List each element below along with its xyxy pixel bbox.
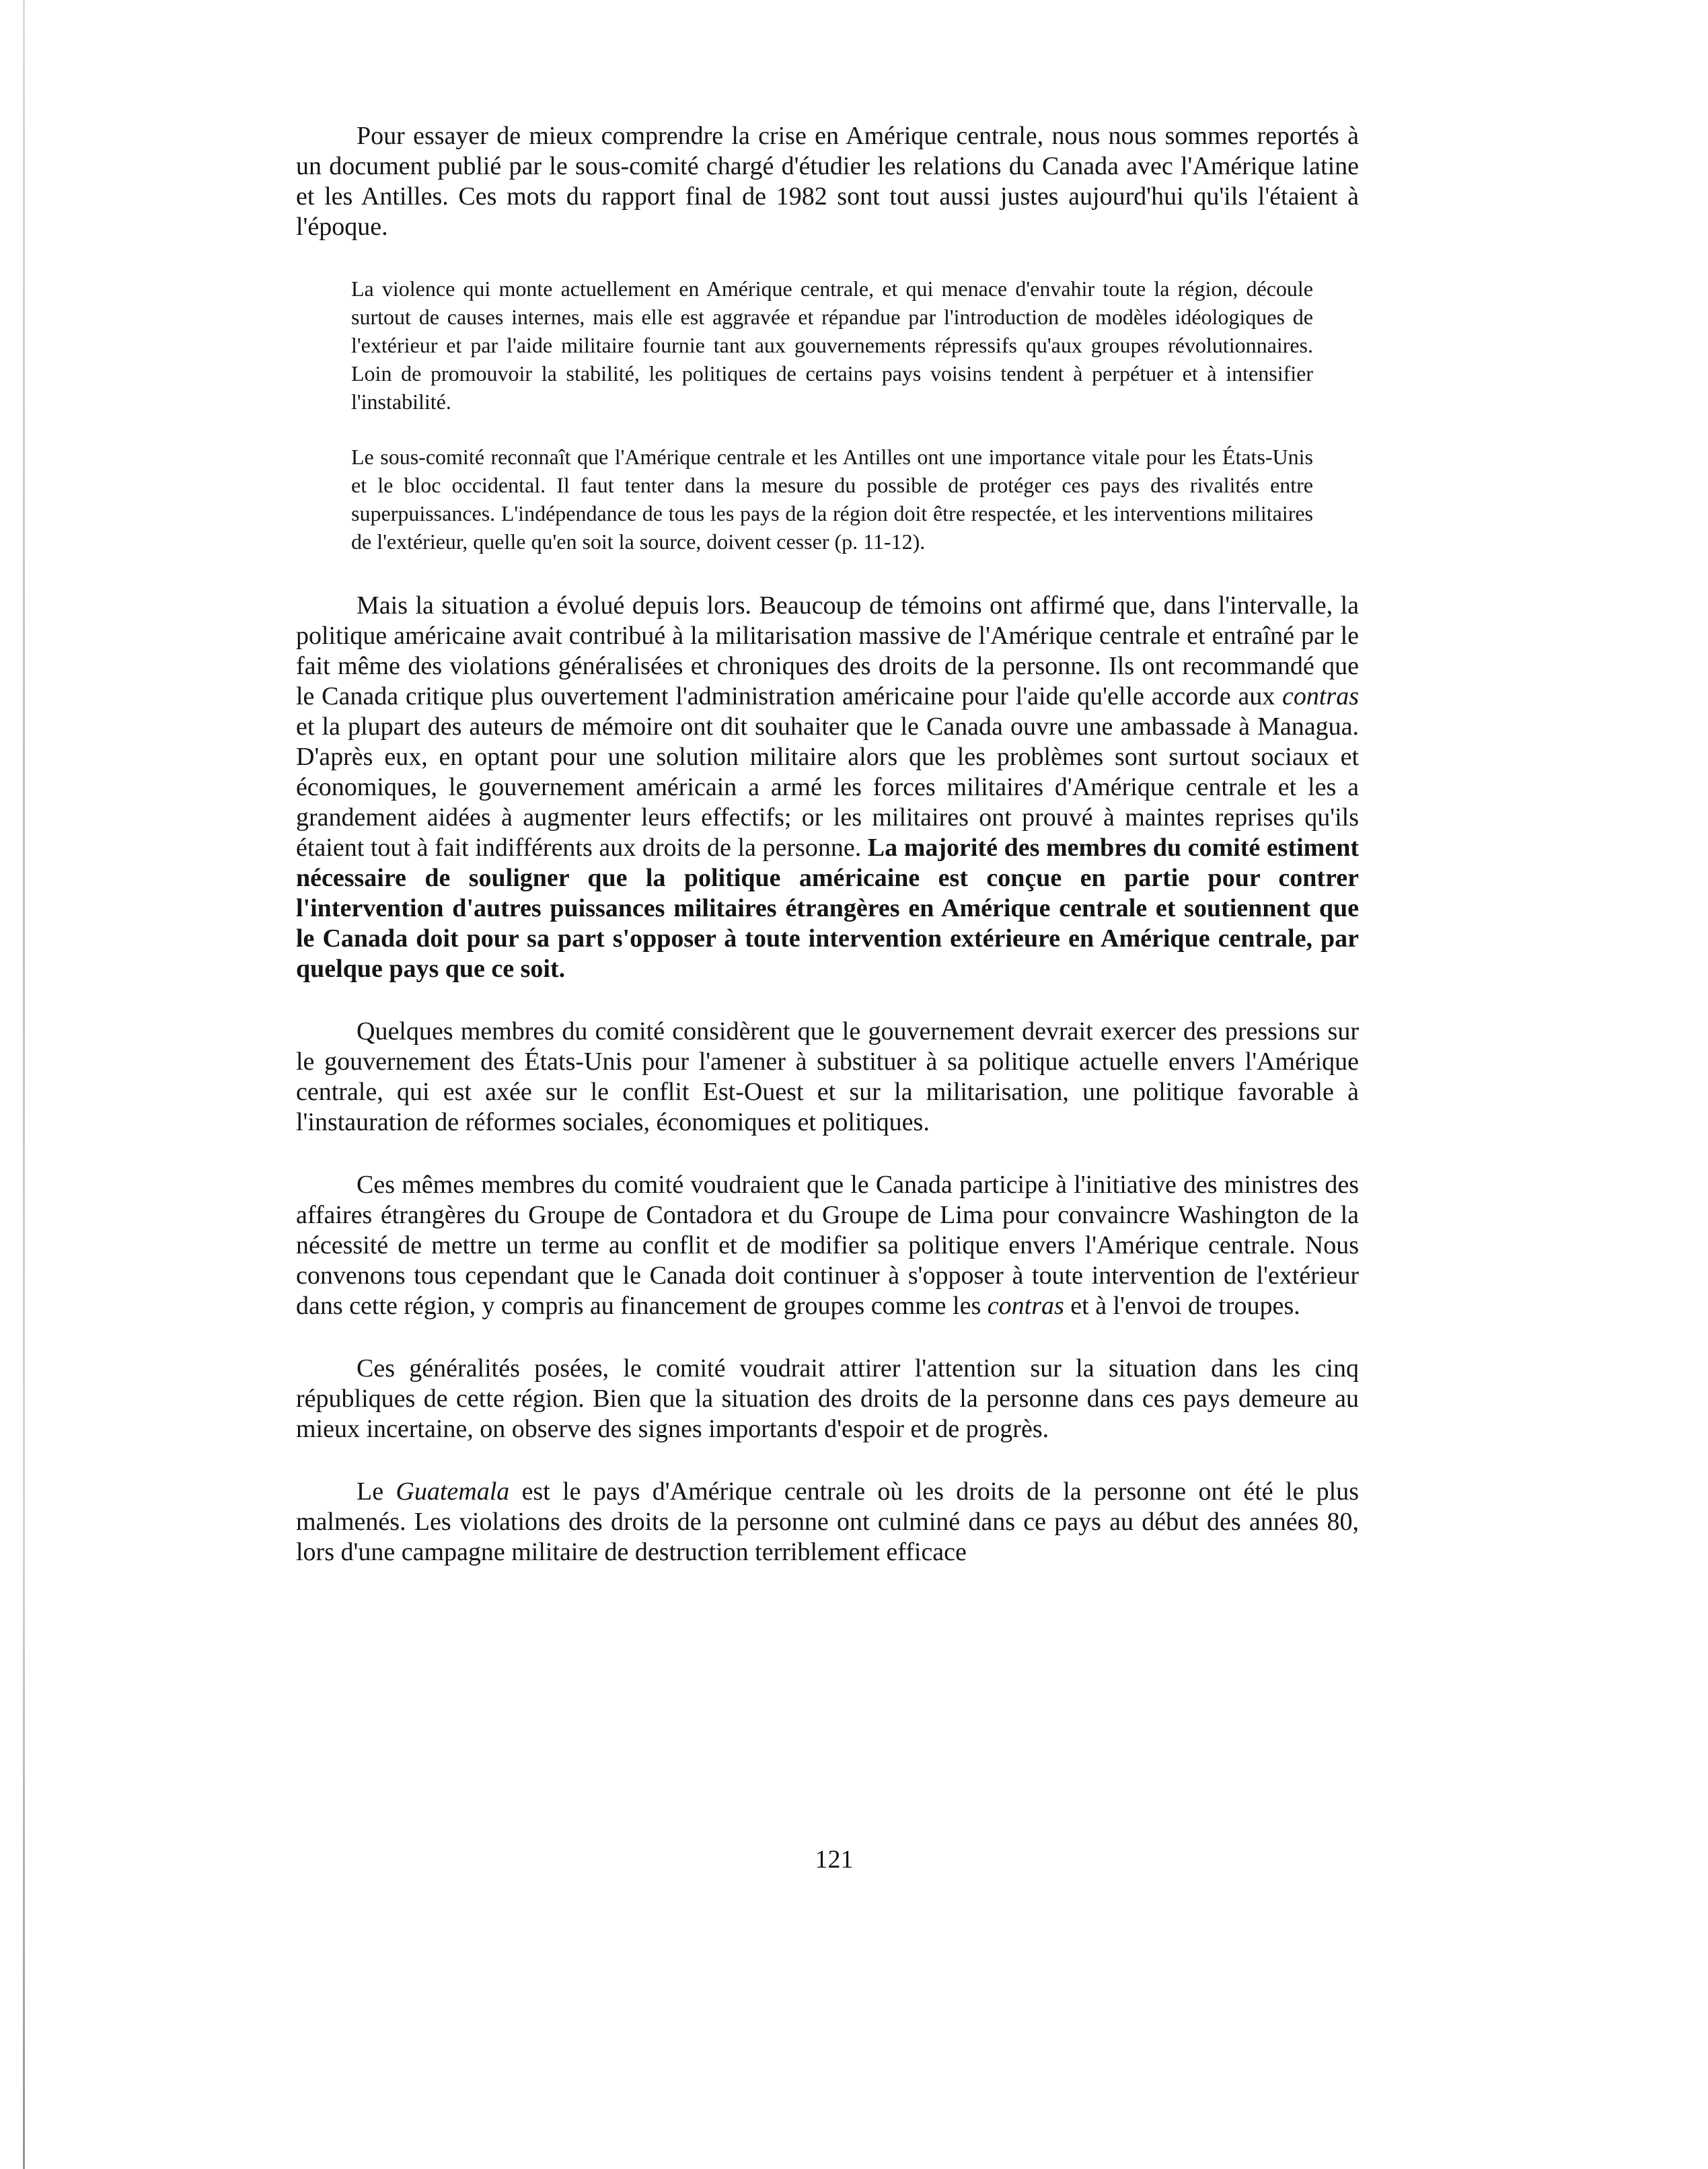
paragraph-guatemala-text-1: Le xyxy=(357,1477,396,1506)
quote-paragraph-violence: La violence qui monte actuellement en Amérique centrale, et qui menace d'envahir toute la région, découle surtout de causes internes, mais elle est aggravée et répandue par l'introduction de modèles idéologiques de l'extérieur et par l'aide militaire fournie tant aux gouvernements répressifs qu'aux groupes révolutionnaires. Loin de promouvoir la stabilité, les politiques de certains pays voisins tendent à perpétuer et à intensifier l'instabilité. xyxy=(351,277,1313,414)
paragraph-quelques-membres: Quelques membres du comité considèrent que le gouvernement devrait exercer des pressions sur le gouvernement des États-Unis pour l'amener à substituer à sa politique actuelle envers l'Amérique centrale, qui est axée sur le conflit Est-Ouest et sur la militarisation, une politique favorable à l'instauration de réformes sociales, économiques et politiques. xyxy=(296,1017,1359,1136)
paragraph-situation xyxy=(296,591,1359,984)
paragraph-guatemala-text-2: est le pays d'Amérique centrale où les droits de la personne ont été le plus malmenés. Les violations des droits de la personne ont culminé dans ce pays au début des années 80, lors d'une campagne militaire de destruction terriblement efficace xyxy=(296,1477,1360,1566)
paragraph-memes-text-2: et à l'envoi de troupes. xyxy=(1064,1292,1300,1320)
quote-paragraph-sous-comite: Le sous-comité reconnaît que l'Amérique centrale et les Antilles ont une importance vitale pour les États-Unis et le bloc occidental. Il faut tenter dans la mesure du possible de protéger ces pays des rivalités entre superpuissances. L'indépendance de tous les pays de la région doit être respectée, et les interventions militaires de l'extérieur, quelle qu'en soit la source, doivent cesser (p. 11-12). xyxy=(351,445,1313,554)
paragraph-situation-text-1: Mais la situation a évolué depuis lors. Beaucoup de témoins ont affirmé que, dans l'intervalle, la politique américaine avait contribué à la militarisation massive de l'Amérique centrale et entraîné par le fait même des violations généralisées et chroniques des droits de la personne. Ils ont recommandé que le Canada critique plus ouvertement l'administration américaine pour l'aide qu'elle accorde aux xyxy=(296,591,1359,710)
paragraph-situation-italic-contras: contras xyxy=(1282,682,1359,710)
block-quotation xyxy=(296,274,1359,556)
paragraph-guatemala xyxy=(296,1477,1359,1568)
paragraph-memes-membres xyxy=(296,1170,1359,1321)
paragraph-memes-italic-contras: contras xyxy=(987,1292,1064,1320)
paragraph-intro: Pour essayer de mieux comprendre la crise en Amérique centrale, nous nous sommes reportés à un document publié par le sous-comité chargé d'étudier les relations du Canada avec l'Amérique latine et les Antilles. Ces mots du rapport final de 1982 sont tout aussi justes aujourd'hui qu'ils l'étaient à l'époque. xyxy=(296,122,1359,241)
scanned-page-edge xyxy=(23,0,25,2169)
paragraph-guatemala-italic-country: Guatemala xyxy=(396,1477,510,1506)
page-number: 121 xyxy=(815,1845,854,1874)
paragraph-situation-bold-majority: La majorité des membres du comité estiment nécessaire de souligner que la politique américaine est conçue en partie pour contrer l'intervention d'autres puissances militaires étrangères en Amérique centrale et soutiennent que le Canada doit pour sa part s'opposer à toute intervention extérieure en Amérique centrale, par quelque pays que ce soit. xyxy=(296,834,1359,983)
paragraph-memes-text-1: Ces mêmes membres du comité voudraient que le Canada participe à l'initiative des ministres des affaires étrangères du Groupe de Contadora et du Groupe de Lima pour convaincre Washington de la nécessité de mettre un terme au conflit et de modifier sa politique envers l'Amérique centrale. Nous convenons tous cependant que le Canada doit continuer à s'opposer à toute intervention de l'extérieur dans cette région, y compris au financement de groupes comme les xyxy=(296,1171,1359,1320)
paragraph-generalites: Ces généralités posées, le comité voudrait attirer l'attention sur la situation dans les cinq républiques de cette région. Bien que la situation des droits de la personne dans ces pays demeure au mieux incertaine, on observe des signes importants d'espoir et de progrès. xyxy=(296,1354,1359,1443)
document-body xyxy=(296,121,1359,1600)
paragraph-situation-text-2: et la plupart des auteurs de mémoire ont dit souhaiter que le Canada ouvre une ambassade à Managua. D'après eux, en optant pour une solution militaire alors que les problèmes sont surtout sociaux et économiques, le gouvernement américain a armé les forces militaires d'Amérique centrale et les a grandement aidées à augmenter leurs effectifs; or les militaires ont prouvé à maintes reprises qu'ils étaient tout à fait indifférents aux droits de la personne. xyxy=(296,712,1359,862)
